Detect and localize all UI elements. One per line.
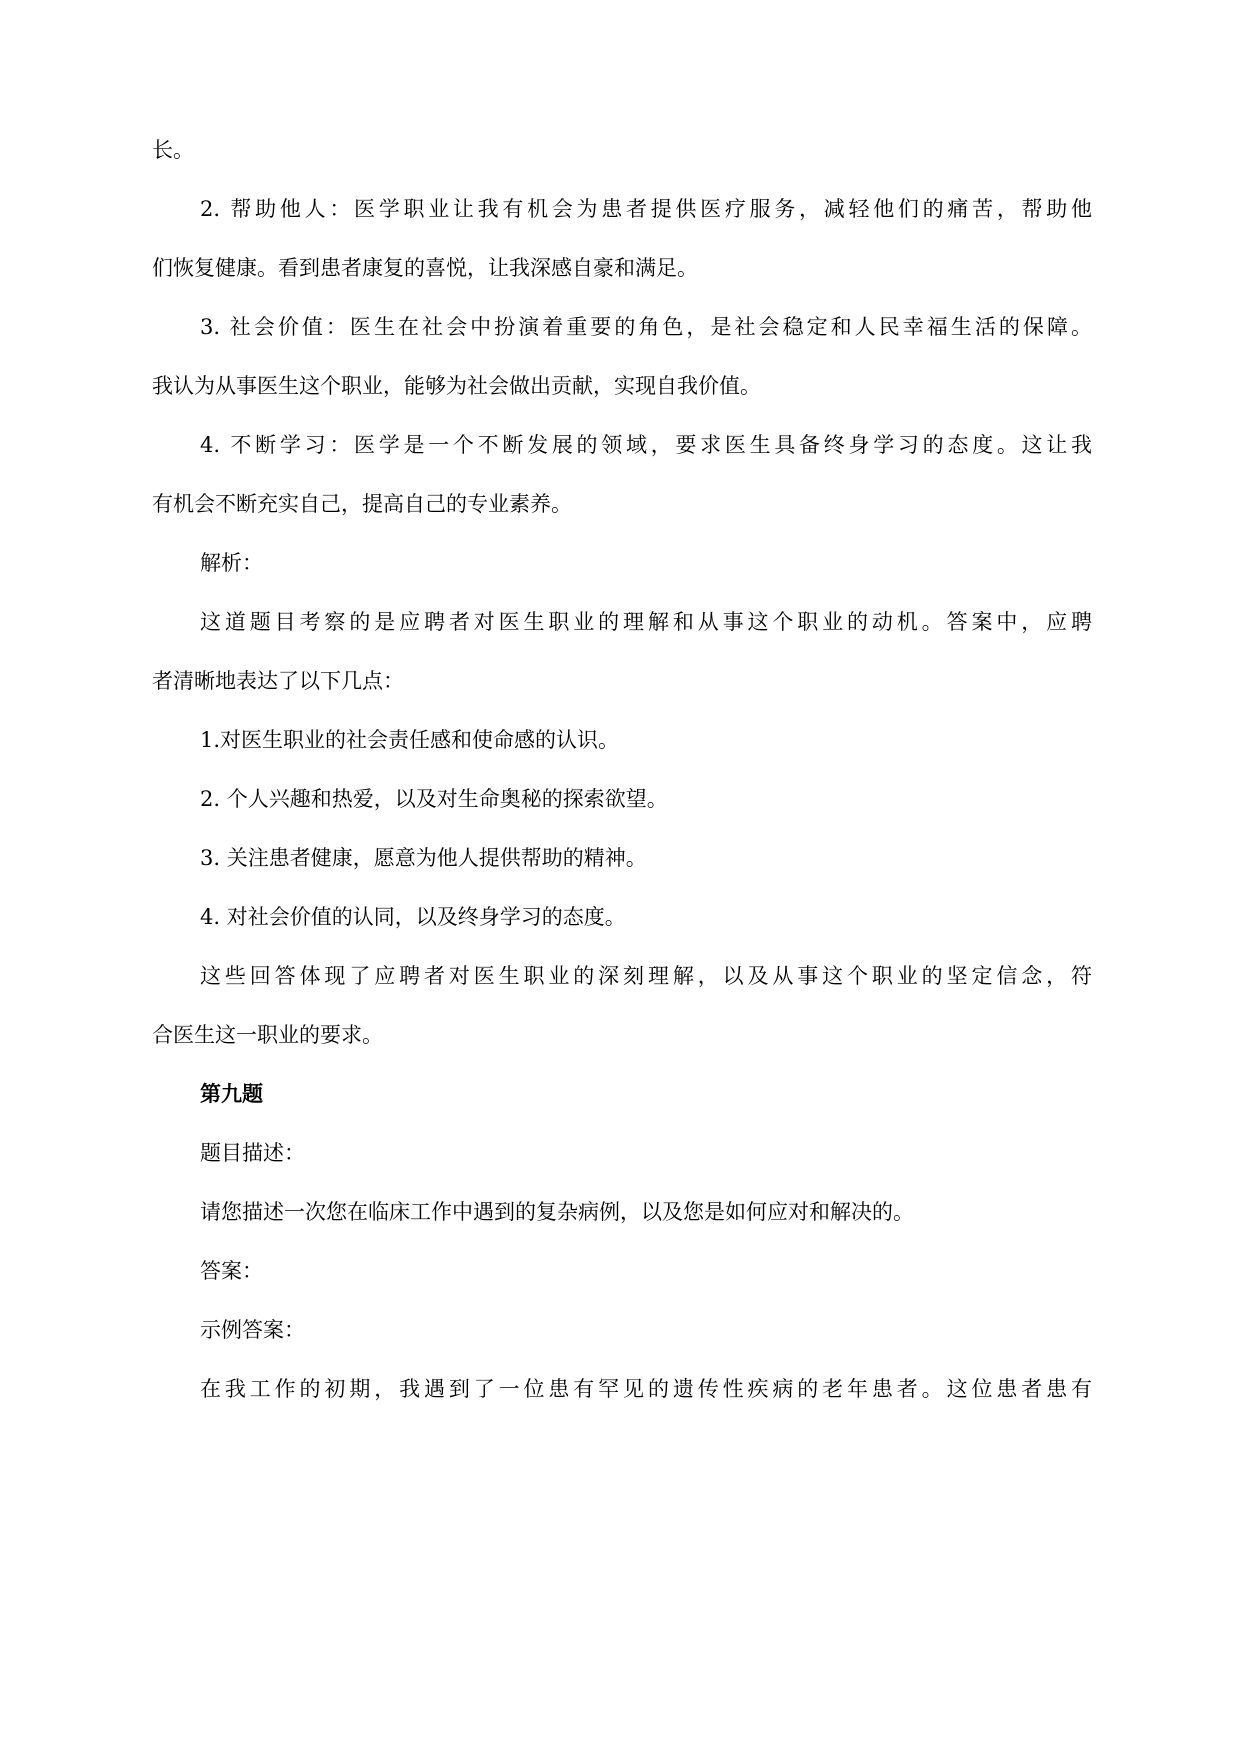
sample-answer-line-1: 在我工作的初期，我遇到了一位患有罕见的遗传性疾病的老年患者。这位患者患有 (200, 1377, 1092, 1401)
analysis-point-3: 3. 关注患者健康，愿意为他人提供帮助的精神。 (200, 846, 647, 870)
analysis-paragraph-line-1: 这道题目考察的是应聘者对医生职业的理解和从事这个职业的动机。答案中，应聘 (200, 610, 1092, 634)
conclusion-line-2: 合医生这一职业的要求。 (152, 1023, 383, 1047)
sample-answer-label: 示例答案： (200, 1318, 305, 1342)
analysis-heading: 解析： (200, 551, 263, 575)
answer-point-2-line-2: 们恢复健康。看到患者康复的喜悦，让我深感自豪和满足。 (152, 256, 698, 280)
analysis-point-4: 4. 对社会价值的认同，以及终身学习的态度。 (200, 905, 626, 929)
analysis-paragraph-line-2: 者清晰地表达了以下几点： (152, 669, 404, 693)
answer-point-2-line-1: 2. 帮助他人：医学职业让我有机会为患者提供医疗服务，减轻他们的痛苦，帮助他 (200, 197, 1092, 221)
answer-label: 答案： (200, 1259, 263, 1283)
analysis-point-1: 1.对医生职业的社会责任感和使命感的认识。 (200, 728, 620, 752)
analysis-point-2: 2. 个人兴趣和热爱，以及对生命奥秘的探索欲望。 (200, 787, 668, 811)
answer-point-3-line-1: 3. 社会价值：医生在社会中扮演着重要的角色，是社会稳定和人民幸福生活的保障。 (200, 315, 1092, 339)
answer-point-3-line-2: 我认为从事医生这个职业，能够为社会做出贡献，实现自我价值。 (152, 374, 761, 398)
question-description-text: 请您描述一次您在临床工作中遇到的复杂病例，以及您是如何应对和解决的。 (200, 1200, 914, 1224)
answer-point-4-line-2: 有机会不断充实自己，提高自己的专业素养。 (152, 492, 572, 516)
conclusion-line-1: 这些回答体现了应聘者对医生职业的深刻理解，以及从事这个职业的坚定信念，符 (200, 964, 1092, 988)
paragraph-continuation: 长。 (152, 138, 194, 162)
answer-point-4-line-1: 4. 不断学习：医学是一个不断发展的领域，要求医生具备终身学习的态度。这让我 (200, 433, 1092, 457)
question-9-heading: 第九题 (200, 1081, 263, 1106)
question-description-label: 题目描述： (200, 1141, 305, 1165)
